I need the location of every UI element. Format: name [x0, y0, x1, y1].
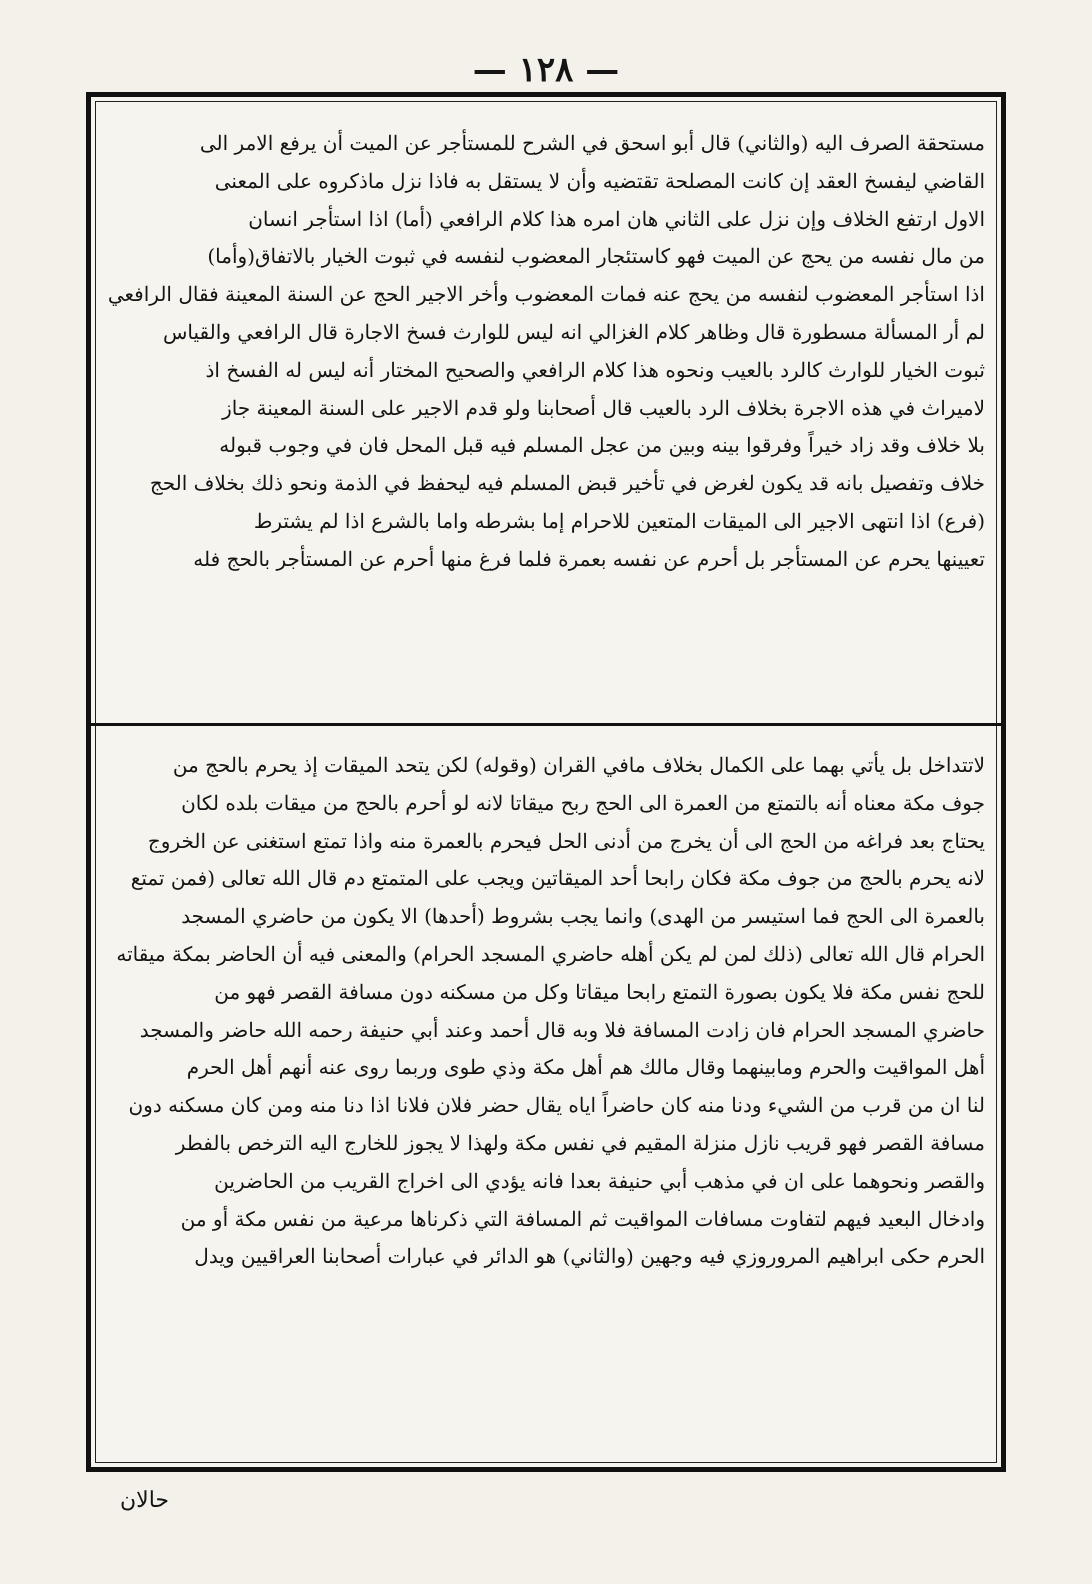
text-line: بلا خلاف وقد زاد خيراً وفرقوا بينه وبين من عجل المسلم فيه قبل المحل فان في وجوب قبوله: [219, 433, 985, 458]
page-frame: [86, 92, 1006, 1472]
text-line: والقصر ونحوهما على ان في مذهب أبي حنيفة بعدا فانه يؤدي الى اخراج القريب من الحاضرين: [214, 1168, 985, 1193]
text-line: جوف مكة معناه أنه بالتمتع من العمرة الى الحج ربح ميقاتا لانه لو أحرم بالحج من ميقات بلده لكان: [181, 790, 985, 815]
text-line: لنا ان من قرب من الشيء ودنا منه كان حاضراً اياه يقال حضر فلان فلانا اذا دنا منه ومن كان مسكنه دون: [128, 1093, 985, 1118]
text-line: لم أر المسألة مسطورة قال وظاهر كلام الغزالي انه ليس للوارث فسخ الاجارة قال الرافعي والقياس: [162, 319, 985, 344]
text-line: للحج نفس مكة فلا يكون بصورة التمتع رابحا ميقاتا وكل من مسكنه دون مسافة القصر فهو من: [214, 979, 985, 1004]
text-line: مستحقة الصرف اليه (والثاني) قال أبو اسحق في الشرح للمستأجر عن الميت أن يرفع الامر الى: [199, 131, 985, 155]
catchword: حالان: [120, 1488, 170, 1513]
upper-text-block: [107, 125, 985, 579]
text-line: الحرم حكى ابراهيم المروروزي فيه وجهين (والثاني) هو الدائر في عبارات أصحابنا العراقيين ويدل: [194, 1244, 985, 1269]
text-line: حاضري المسجد الحرام فان زادت المسافة فلا وبه قال أحمد وعند أبي حنيفة رحمه الله حاضر والمسجد: [139, 1017, 985, 1042]
text-line: مسافة القصر فهو قريب نازل منزلة المقيم في نفس مكة ولهذا لا يجوز للخارج اليه الترخص بالفطر: [175, 1130, 985, 1155]
text-line: من مال نفسه من يحج عن الميت فهو كاستئجار المعضوب لنفسه في ثبوت الخيار بالاتفاق(وأما): [207, 244, 985, 269]
text-line: أهل المواقيت والحرم ومابينهما وقال مالك هم أهل مكة وذي طوى وربما روى عنه أنهم أهل الحرم: [186, 1055, 985, 1080]
text-line: لانه يحرم بالحج من جوف مكة فكان رابحا أحد الميقاتين ويجب على المتمتع دم قال الله تعالى (فمن تمتع: [130, 866, 985, 891]
text-line: خلاف وتفصيل بانه قد يكون لغرض في تأخير قبض المسلم فيه ليحفظ في الذمة ونحو ذلك بخلاف الحج: [149, 471, 985, 496]
text-line: اذا استأجر المعضوب لنفسه من يحج عنه فمات المعضوب وأخر الاجير الحج عن السنة المعينة فقال الرافعي: [107, 282, 985, 307]
text-line: لاتتداخل بل يأتي بهما على الكمال بخلاف مافي القران (وقوله) لكن يتحد الميقات إذ يحرم بالحج من: [172, 753, 985, 777]
text-line: القاضي ليفسخ العقد إن كانت المصلحة تقتضيه وأن لا يستقل به فاذا نزل ماذكروه على المعنى: [214, 168, 985, 193]
text-line: لاميراث في هذه الاجرة بخلاف الرد بالعيب قال أصحابنا ولو قدم الاجير على السنة المعينة جاز: [222, 395, 985, 420]
text-line: تعيينها يحرم عن المستأجر بل أحرم عن نفسه بعمرة فلما فرغ منها أحرم عن المستأجر بالحج فله: [193, 546, 985, 571]
text-line: وادخال البعيد فيهم لتفاوت مسافات المواقيت ثم المسافة التي ذكرناها مرعية من نفس مكة أو من: [180, 1206, 985, 1231]
text-line: ثبوت الخيار للوارث كالرد بالعيب ونحوه هذا كلام الرافعي والصحيح المختار أنه ليس له الفسخ اذ: [205, 357, 985, 382]
page-number: — ١٢٨ —: [472, 50, 620, 90]
text-line: يحتاج بعد فراغه من الحج الى أن يخرج من أدنى الحل فيحرم بالعمرة منه واذا تمتع استغنى عن الخروج: [147, 828, 985, 853]
text-line: بالعمرة الى الحج فما استيسر من الهدى) وانما يجب بشروط (أحدها) الا يكون من حاضري المسجد: [181, 904, 985, 929]
lower-text-block: [107, 747, 985, 1276]
section-divider: [91, 723, 1001, 726]
text-line: الاول ارتفع الخلاف وإن نزل على الثاني هان امره هذا كلام الرافعي (أما) اذا استأجر انسان: [248, 206, 985, 231]
text-line: (فرع) اذا انتهى الاجير الى الميقات المتعين للاحرام إما بشرطه واما بالشرع اذا لم يشترط: [253, 508, 985, 533]
text-line: الحرام قال الله تعالى (ذلك لمن لم يكن أهله حاضري المسجد الحرام) والمعنى فيه أن الحاضر بمكة ميقاته: [116, 941, 985, 966]
